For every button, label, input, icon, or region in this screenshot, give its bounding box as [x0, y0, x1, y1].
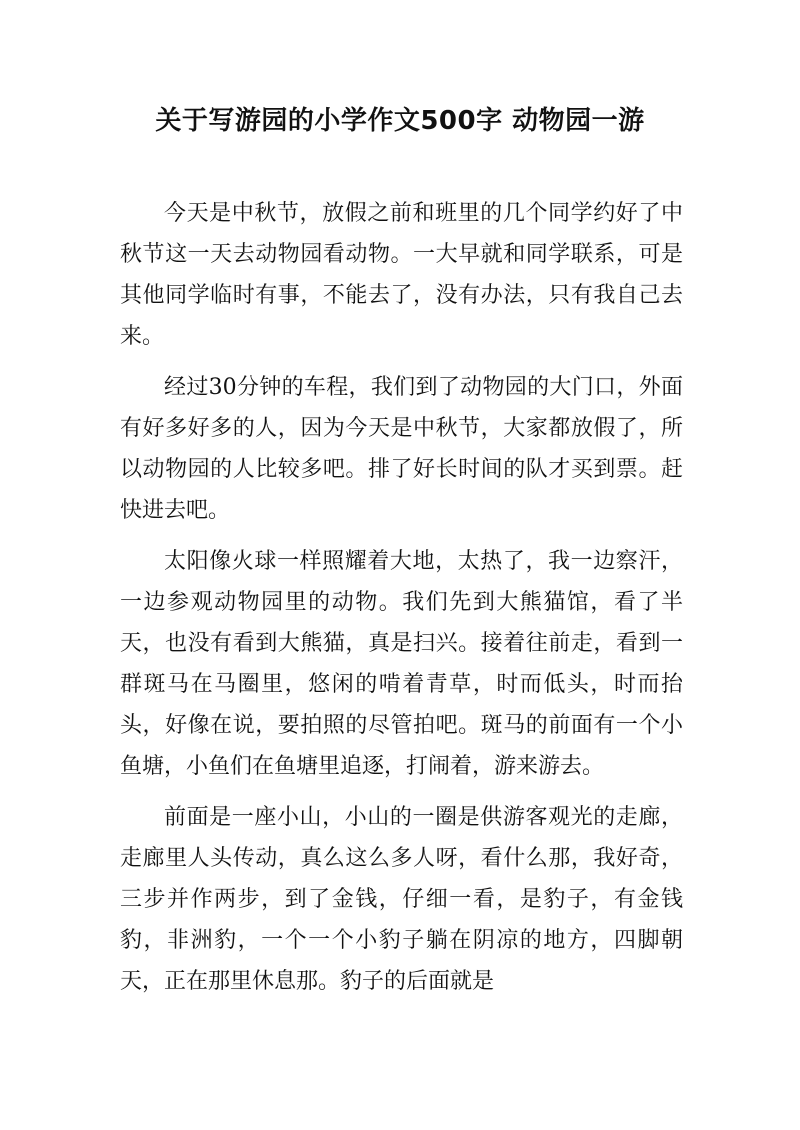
paragraph-4: 前面是一座小山，小山的一圈是供游客观光的走廊，走廊里人头传动，真么这么多人呀，看什么那，我好奇，三步并作两步，到了金钱，仔细一看，是豹子，有金钱豹，非洲豹，一个一个小豹子躺在阴凉的地方，四脚朝天，正在那里休息那。豹子的后面就是: [120, 805, 683, 994]
paragraph-1: 今天是中秋节，放假之前和班里的几个同学约好了中秋节这一天去动物园看动物。一大早就和同学联系，可是其他同学临时有事，不能去了，没有办法，只有我自己去来。: [120, 201, 683, 349]
document-title: 关于写游园的小学作文500字 动物园一游: [155, 106, 645, 136]
paragraph-2: 经过30分钟的车程，我们到了动物园的大门口，外面有好多好多的人，因为今天是中秋节，大家都放假了，所以动物园的人比较多吧。排了好长时间的队才买到票。赶快进去吧。: [120, 375, 683, 523]
document-body: [120, 193, 683, 1012]
paragraph-3: 太阳像火球一样照耀着大地，太热了，我一边察汗，一边参观动物园里的动物。我们先到大熊猫馆，看了半天，也没有看到大熊猫，真是扫兴。接着往前走，看到一群斑马在马圈里，悠闲的啃着青草，时而低头，时而抬头，好像在说，要拍照的尽管拍吧。斑马的前面有一个小鱼塘，小鱼们在鱼塘里追逐，打闹着，游来游去。: [120, 549, 683, 779]
